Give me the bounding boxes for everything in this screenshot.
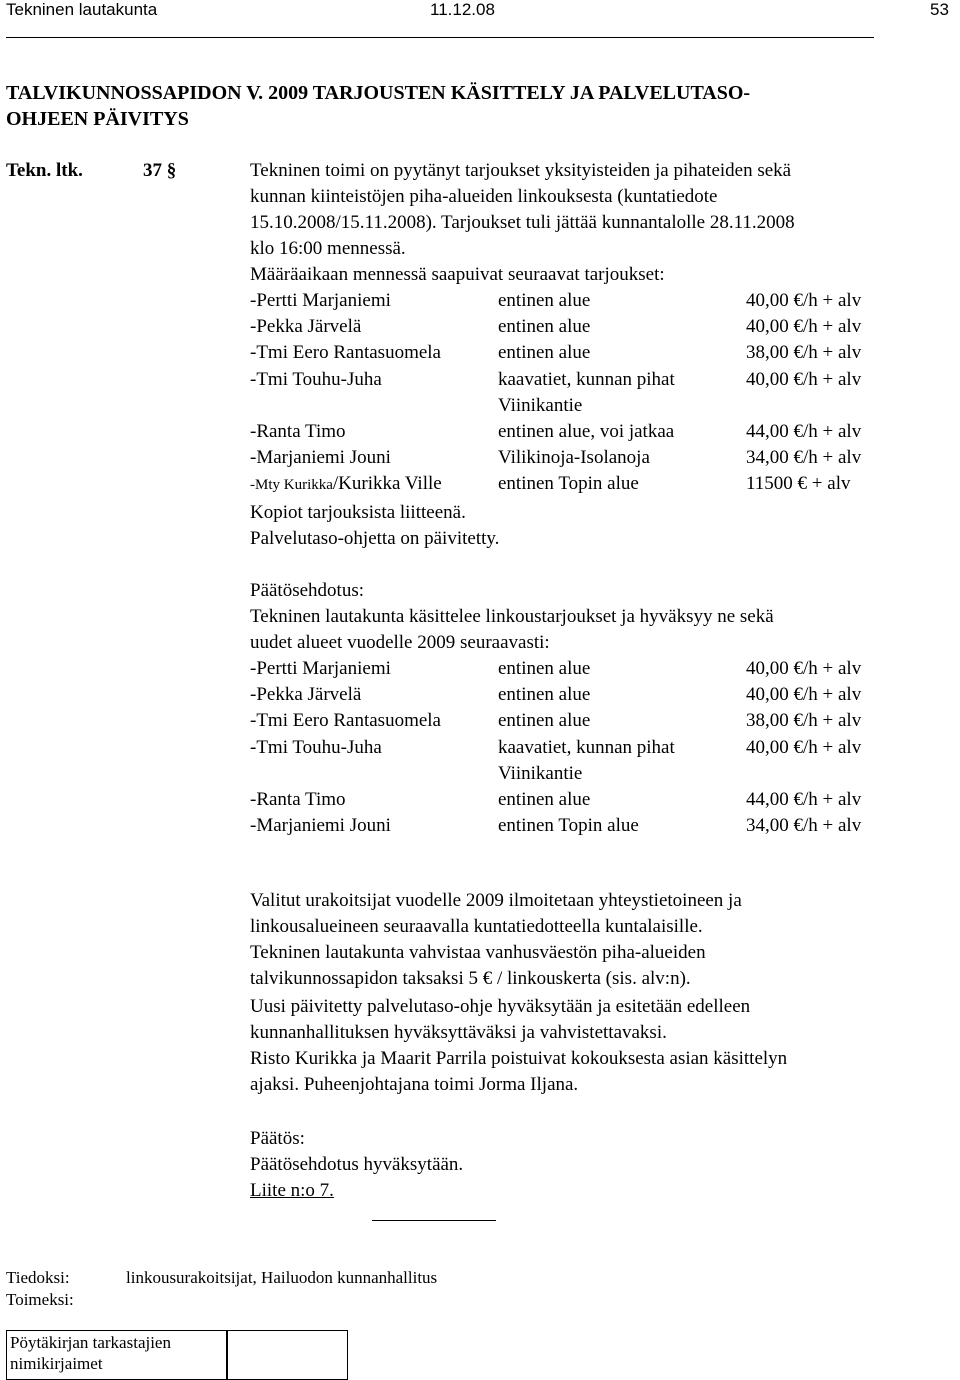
offer-name-small: -Mty Kurikka: [250, 477, 333, 494]
signature-label-1: Pöytäkirjan tarkastajien: [10, 1333, 171, 1352]
contractor-name: -Tmi Eero Rantasuomela: [250, 710, 441, 732]
offer-name: -Pertti Marjaniemi: [250, 290, 391, 311]
intro-line-3: 15.10.2008/15.11.2008). Tarjoukset tuli jättää kunnantalolle 28.11.2008: [250, 212, 795, 233]
table-row: [250, 684, 950, 710]
header-rule: [6, 37, 874, 38]
header-committee: Tekninen lautakunta: [6, 0, 158, 19]
proposal-after-line-1: Valitut urakoitsijat vuodelle 2009 ilmoitetaan yhteystietoineen ja: [250, 890, 742, 911]
proposal-after-line-6: kunnanhallituksen hyväksyttäväksi ja vahvistettavaksi.: [250, 1022, 667, 1043]
header-date: 11.12.08: [430, 0, 495, 19]
proposal-after-line-5: Uusi päivitetty palvelutaso-ohje hyväksytään ja esitetään edelleen: [250, 996, 751, 1017]
offer-area: entinen alue: [498, 342, 591, 364]
attachment-link[interactable]: [250, 1180, 334, 1202]
table-row: [250, 421, 950, 447]
footer-tiedoksi-label: Tiedoksi:: [6, 1268, 70, 1287]
offer-name: -Marjaniemi Jouni: [250, 447, 391, 469]
footer-tiedoksi-value: linkousurakoitsijat, Hailuodon kunnanhallitus: [126, 1268, 438, 1287]
offer-name: -Tmi Touhu-Juha: [250, 368, 382, 390]
table-row: [250, 789, 950, 815]
contractor-area: entinen alue: [498, 710, 591, 732]
offer-name-rest: /Kurikka Ville: [332, 473, 442, 495]
section-number: 37 §: [143, 160, 177, 181]
proposal-text-1: Tekninen lautakunta käsittelee linkoustarjoukset ja hyväksyy ne sekä: [250, 606, 774, 627]
offer-name: -Ranta Timo: [250, 420, 346, 442]
proposal-text-2: uudet alueet vuodelle 2009 seuraavasti:: [250, 632, 550, 653]
table-row: [250, 395, 950, 421]
table-row: [250, 342, 950, 368]
section-reference: Tekn. ltk.: [6, 160, 83, 181]
table-row: [250, 737, 950, 763]
contractor-area: entinen Topin alue: [498, 815, 639, 837]
contractor-price: 40,00 €/h + alv: [746, 684, 862, 706]
end-rule: [372, 1220, 496, 1221]
decision-heading: Päätös:: [250, 1128, 305, 1149]
offer-price: 40,00 €/h + alv: [746, 368, 862, 390]
proposal-after-line-2: linkousalueineen seuraavalla kuntatiedotteella kuntalaisille.: [250, 916, 703, 937]
document-title-line2: OHJEEN PÄIVITYS: [6, 108, 189, 130]
offer-price: 11500 € + alv: [746, 473, 851, 495]
offer-area: entinen Topin alue: [498, 473, 639, 495]
intro-after-line-1: Kopiot tarjouksista liitteenä.: [250, 502, 466, 523]
offers-table: [250, 290, 950, 500]
table-row: [250, 473, 950, 499]
contractor-area: kaavatiet, kunnan pihat: [498, 736, 675, 758]
contractor-area: entinen alue: [498, 788, 591, 810]
contractor-price: 34,00 €/h + alv: [746, 815, 862, 837]
table-row: [250, 763, 950, 789]
header-page-number: 53: [930, 0, 949, 19]
table-row: [250, 316, 950, 342]
contractor-area: entinen alue: [498, 684, 591, 706]
signature-initials-box: [226, 1330, 348, 1380]
contractor-area: Viinikantie: [498, 762, 583, 784]
offer-area: Viinikantie: [498, 394, 583, 416]
contractor-price: 44,00 €/h + alv: [746, 788, 862, 810]
footer-toimeksi-label: Toimeksi:: [6, 1290, 74, 1309]
offer-name: -Pekka Järvelä: [250, 316, 362, 338]
attachment-label: Liite n:o 7.: [250, 1180, 334, 1201]
intro-line-4: klo 16:00 mennessä.: [250, 238, 406, 259]
offer-name: -Tmi Eero Rantasuomela: [250, 342, 441, 364]
offer-area: entinen alue: [498, 290, 591, 311]
intro-after-line-2: Palvelutaso-ohjetta on päivitetty.: [250, 528, 500, 549]
offer-price: 40,00 €/h + alv: [746, 316, 862, 338]
intro-line-1: Tekninen toimi on pyytänyt tarjoukset yksityisteiden ja pihateiden sekä: [250, 160, 792, 181]
proposal-after-line-4: talvikunnossapidon taksaksi 5 € / linkouskerta (sis. alv:n).: [250, 968, 691, 989]
offer-price: 34,00 €/h + alv: [746, 447, 862, 469]
table-row: [250, 447, 950, 473]
offer-area: Vilikinoja-Isolanoja: [498, 447, 650, 469]
table-row: [250, 369, 950, 395]
table-row: [250, 815, 950, 841]
contractor-price: 38,00 €/h + alv: [746, 710, 862, 732]
offer-name: [250, 473, 442, 495]
proposal-after-line-3: Tekninen lautakunta vahvistaa vanhusväestön piha-alueiden: [250, 942, 706, 963]
offer-price: 44,00 €/h + alv: [746, 420, 862, 442]
decision-text: Päätösehdotus hyväksytään.: [250, 1154, 464, 1175]
contractor-price: 40,00 €/h + alv: [746, 736, 862, 758]
contractor-name: -Tmi Touhu-Juha: [250, 736, 382, 758]
offer-price: 40,00 €/h + alv: [746, 290, 862, 311]
contractor-name: -Pertti Marjaniemi: [250, 658, 391, 679]
offer-price: 38,00 €/h + alv: [746, 342, 862, 364]
offer-area: entinen alue: [498, 316, 591, 338]
contractor-area: entinen alue: [498, 658, 591, 679]
intro-line-2: kunnan kiinteistöjen piha-alueiden linkouksesta (kuntatiedote: [250, 186, 718, 207]
table-row: [250, 710, 950, 736]
proposal-after-line-7: Risto Kurikka ja Maarit Parrila poistuivat kokouksesta asian käsittelyn: [250, 1048, 788, 1069]
table-row: [250, 658, 950, 684]
proposal-after-line-8: ajaksi. Puheenjohtajana toimi Jorma Iljana.: [250, 1074, 579, 1095]
proposal-heading: Päätösehdotus:: [250, 580, 364, 601]
table-row: [250, 290, 950, 316]
intro-line-5: Määräaikaan mennessä saapuivat seuraavat tarjoukset:: [250, 264, 665, 285]
contractor-name: -Ranta Timo: [250, 788, 346, 810]
offer-area: kaavatiet, kunnan pihat: [498, 368, 675, 390]
document-title-line1: TALVIKUNNOSSAPIDON V. 2009 TARJOUSTEN KÄSITTELY JA PALVELUTASO-: [6, 82, 751, 104]
contractor-price: 40,00 €/h + alv: [746, 658, 862, 679]
signature-label-2: nimikirjaimet: [10, 1354, 103, 1373]
contractor-name: -Pekka Järvelä: [250, 684, 362, 706]
offer-area: entinen alue, voi jatkaa: [498, 420, 675, 442]
proposal-table: [250, 658, 950, 841]
contractor-name: -Marjaniemi Jouni: [250, 815, 391, 837]
